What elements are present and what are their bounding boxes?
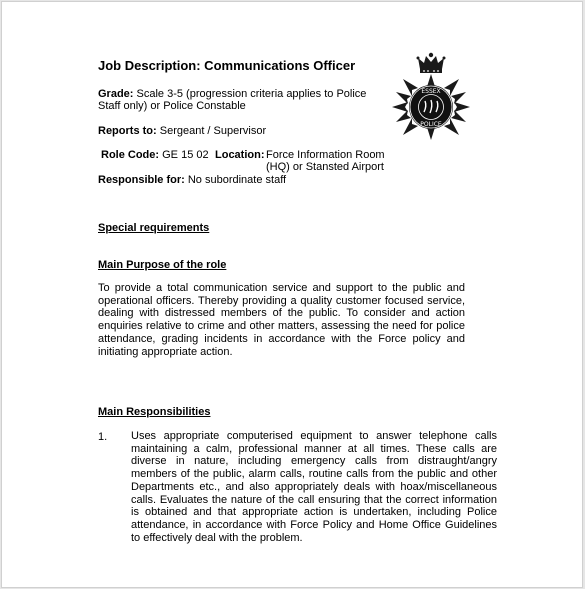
responsible-row [98, 174, 286, 187]
section-heading-main-responsibilities: Main Responsibilities [98, 406, 211, 418]
location-value-line1: Force Information Room [266, 149, 385, 161]
reports-row [98, 125, 266, 138]
crest-top-text: ESSEX [421, 88, 441, 95]
crest-bottom-text: POLICE [420, 121, 442, 128]
location-label: Location: [215, 149, 265, 161]
section-heading-special-requirements: Special requirements [98, 222, 210, 234]
grade-label: Grade: [98, 88, 134, 100]
document-page [1, 1, 583, 588]
grade-value-line1: Scale 3-5 (progression criteria applies to Police [136, 88, 367, 100]
grade-value-line2: Staff only) or Police Constable [98, 100, 246, 112]
section-heading-main-purpose: Main Purpose of the role [98, 259, 227, 271]
reports-value: Sergeant / Supervisor [159, 125, 267, 137]
main-purpose-paragraph: To provide a total communication service and support to the public and operational officers. Thereby providing a quality customer focused service, dealing with distressed members of the public. To consider and action enquiries relative to crime and other matters, assessing the need for police attendance, grading incidents in accordance with the Force policy and initiating appropriate action. [98, 282, 465, 358]
responsible-label: Responsible for: [98, 174, 185, 186]
role-code-value: GE 15 02 [162, 149, 209, 161]
role-code-label: Role Code: [101, 149, 160, 161]
role-code-row [101, 149, 209, 162]
responsibility-text: Uses appropriate computerised equipment to answer telephone calls maintaining a calm, professional manner at all times. These calls are diverse in nature, including emergency calls from distraught/angry members of the public, alarm calls, routine calls from the public and other Departments etc., and also appropriately deals with hoax/miscellaneous calls. Evaluates the nature of the call ensuring that the correct information is obtained and that appropriate action is undertaken, including Police attendance, in accordance with Force Policy and Home Office Guidelines to effectively deal with the problem. [131, 430, 497, 544]
page-title: Job Description: Communications Officer [98, 58, 356, 73]
reports-label: Reports to: [98, 125, 157, 137]
police-crest-logo [390, 52, 472, 142]
location-value-line2: (HQ) or Stansted Airport [266, 161, 384, 173]
responsible-value: No subordinate staff [187, 174, 287, 186]
responsibility-number: 1. [98, 431, 108, 443]
grade-row [98, 88, 366, 101]
